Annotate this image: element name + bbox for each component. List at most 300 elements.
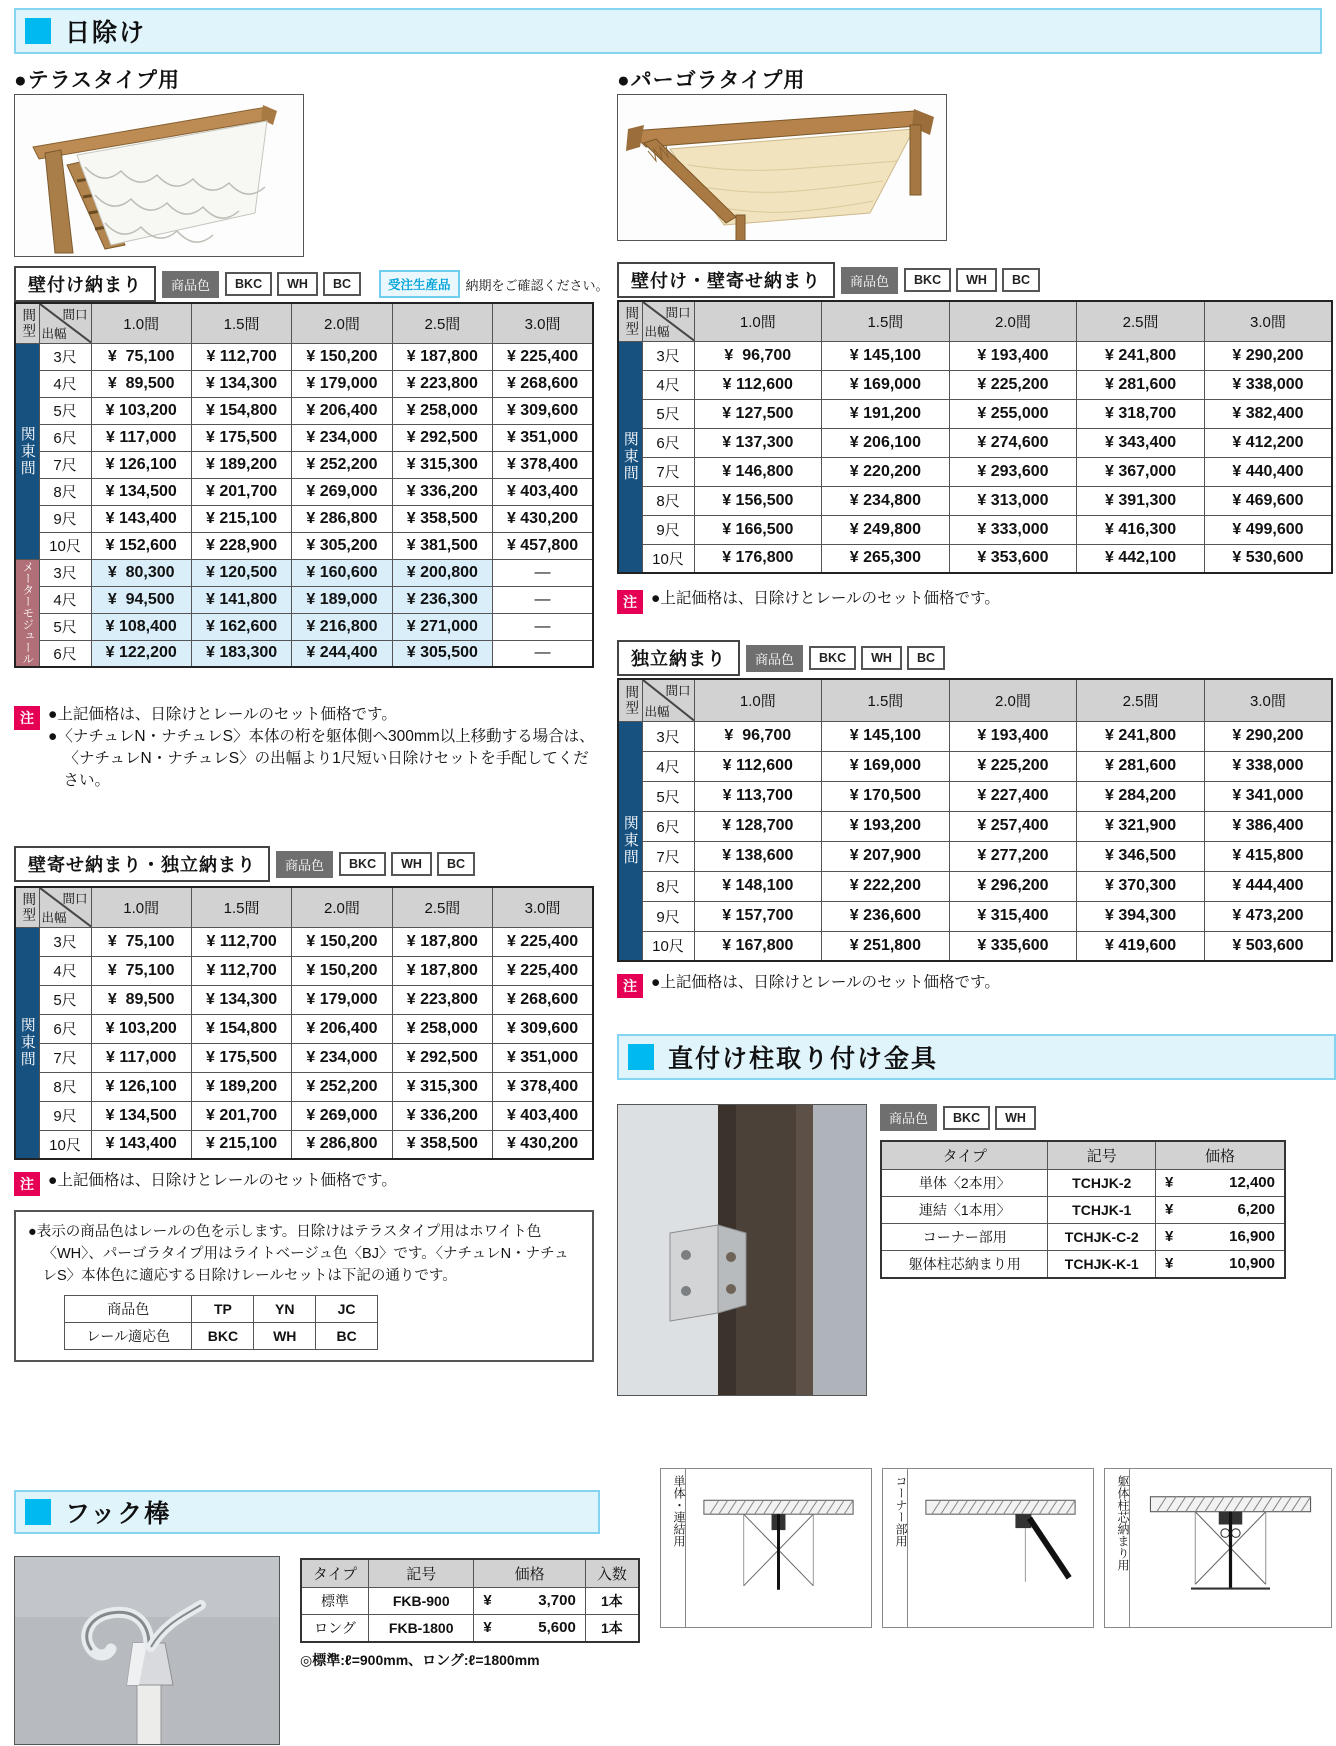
section-marker-icon: [25, 18, 51, 44]
yen-sign: ¥: [1165, 1227, 1174, 1245]
price-cell: ¥ 341,000: [1204, 781, 1332, 811]
table-row: [618, 811, 1332, 841]
header-cell: 記号: [1048, 1141, 1156, 1169]
table-row: [15, 1072, 593, 1101]
corner-cell: [39, 303, 91, 343]
price-cell: ¥ 189,200: [191, 1072, 291, 1101]
depth-cell: 7尺: [642, 841, 694, 871]
color-chip-BKC: BKC: [904, 268, 951, 292]
yen-sign: ¥: [483, 1618, 492, 1636]
price-cell: ¥ 154,800: [191, 397, 291, 424]
price-cell: ¥ 148,100: [694, 871, 822, 901]
section-header-bracket: [617, 1034, 1336, 1080]
table-row: [618, 544, 1332, 573]
price-cell: ¥ 122,200: [91, 640, 191, 667]
price-cell: ¥ 206,400: [292, 1014, 392, 1043]
span-header: 2.0間: [292, 887, 392, 927]
price-cell: ¥ 179,000: [292, 370, 392, 397]
amount: 12,400: [1229, 1173, 1275, 1191]
amount: 3,700: [538, 1591, 576, 1609]
price-cell: ¥ 89,500: [91, 370, 191, 397]
span-header: 1.5間: [822, 301, 950, 341]
table-row: [15, 397, 593, 424]
color-chip-BC: BC: [323, 272, 361, 296]
cell: TCHJK-1: [1048, 1196, 1156, 1223]
price-cell: ¥ 169,000: [822, 751, 950, 781]
price-cell: ¥ 187,800: [392, 343, 492, 370]
price-cell: ¥ 499,600: [1204, 515, 1332, 544]
price-table-holder-kabeyose: [14, 886, 594, 1160]
depth-cell: 6尺: [642, 811, 694, 841]
pergola-illustration: [618, 95, 947, 241]
cell: TP: [192, 1296, 254, 1323]
depth-cell: 3尺: [642, 341, 694, 370]
header-cell: タイプ: [301, 1559, 369, 1587]
price-table-holder-dokuritsu: [617, 678, 1333, 962]
table-row: [881, 1223, 1285, 1250]
note-text: ●〈ナチュレN・ナチュレS〉本体の桁を躯体側へ300mm以上移動する場合は、〈ナチュレN・ナチュレS〉の出幅より1尺短い日除けセットを手配してください。: [48, 728, 595, 789]
price-cell: ¥ 258,000: [392, 1014, 492, 1043]
price-cell: ¥ 225,200: [949, 370, 1077, 399]
price-cell: ¥ 284,200: [1077, 781, 1205, 811]
price-cell: [1156, 1250, 1285, 1278]
span-header: 3.0間: [1204, 679, 1332, 721]
depth-cell: 10尺: [642, 931, 694, 961]
price-cell: ¥ 117,000: [91, 424, 191, 451]
price-cell: ¥ 223,800: [392, 985, 492, 1014]
price-cell: ¥ 403,400: [493, 478, 593, 505]
hook-size-note: ◎標準:ℓ=900mm、ロング:ℓ=1800mm: [300, 1652, 540, 1668]
depth-cell: 9尺: [642, 901, 694, 931]
price-cell: ¥ 138,600: [694, 841, 822, 871]
price-cell: ¥ 216,800: [292, 613, 392, 640]
price-cell: [1156, 1223, 1285, 1250]
note-list: [651, 972, 1000, 994]
price-cell: [474, 1587, 585, 1614]
table-row: [618, 457, 1332, 486]
price-cell: ¥ 268,600: [493, 985, 593, 1014]
span-header: 2.5間: [1077, 301, 1205, 341]
price-cell: ¥ 112,600: [694, 751, 822, 781]
price-cell: ¥ 112,700: [191, 927, 291, 956]
depth-cell: 5尺: [642, 399, 694, 428]
price-cell: ¥ 103,200: [91, 1014, 191, 1043]
price-cell: ¥ 112,700: [191, 956, 291, 985]
price-cell: ¥ 134,500: [91, 478, 191, 505]
depth-cell: 8尺: [642, 871, 694, 901]
price-cell: ¥ 187,800: [392, 927, 492, 956]
note-badge: 注: [617, 590, 643, 614]
table-row: [618, 871, 1332, 901]
price-cell: ¥ 258,000: [392, 397, 492, 424]
price-cell: ¥ 113,700: [694, 781, 822, 811]
price-cell: ¥ 252,200: [292, 451, 392, 478]
depth-cell: 4尺: [642, 751, 694, 781]
price-cell: ¥ 160,600: [292, 559, 392, 586]
price-cell: ¥ 89,500: [91, 985, 191, 1014]
price-cell: ¥ 336,200: [392, 1101, 492, 1130]
hook-illustration: [15, 1557, 280, 1745]
price-cell: ¥ 169,000: [822, 370, 950, 399]
color-badge: 商品色: [746, 645, 803, 672]
price-cell: ¥ 255,000: [949, 399, 1077, 428]
diagram-drawing: [686, 1469, 871, 1627]
depth-cell: 9尺: [642, 515, 694, 544]
price-cell: ¥ 277,200: [949, 841, 1077, 871]
table-row: [15, 532, 593, 559]
price-cell: ¥ 351,000: [493, 424, 593, 451]
table-row: [15, 1101, 593, 1130]
span-header: 3.0間: [493, 887, 593, 927]
cell: 商品色: [65, 1296, 192, 1323]
cell: 標準: [301, 1587, 369, 1614]
price-cell: ¥ 141,800: [191, 586, 291, 613]
color-chip-WH: WH: [277, 272, 318, 296]
price-cell: ¥ 358,500: [392, 505, 492, 532]
price-cell: ¥ 206,100: [822, 428, 950, 457]
depth-cell: 3尺: [39, 559, 91, 586]
color-chip-list: [943, 1106, 1036, 1130]
price-cell: —: [493, 559, 593, 586]
corner-top-label: 間口: [62, 308, 88, 322]
color-chip-BKC: BKC: [809, 646, 856, 670]
span-header: 1.0間: [694, 301, 822, 341]
table-row: [618, 931, 1332, 961]
price-cell: ¥ 381,500: [392, 532, 492, 559]
cell: 躯体柱芯納まり用: [881, 1250, 1048, 1278]
header-row: [881, 1141, 1285, 1169]
price-cell: ¥ 215,100: [191, 505, 291, 532]
price-cell: ¥ 358,500: [392, 1130, 492, 1159]
section-title: フック棒: [65, 1500, 172, 1528]
table-row: [618, 515, 1332, 544]
depth-cell: 4尺: [39, 956, 91, 985]
price-cell: [474, 1614, 585, 1642]
price-cell: ¥ 274,600: [949, 428, 1077, 457]
kabetsuke-notes: [14, 704, 604, 792]
price-cell: ¥ 206,400: [292, 397, 392, 424]
depth-cell: 9尺: [39, 1101, 91, 1130]
depth-cell: 10尺: [39, 532, 91, 559]
price-table-kabetsuke: [14, 302, 594, 668]
price-cell: ¥ 152,600: [91, 532, 191, 559]
table-kabeyose-caption: [14, 846, 604, 882]
price-cell: ¥ 378,400: [493, 451, 593, 478]
cell: FKB-900: [369, 1587, 474, 1614]
price-cell: ¥ 268,600: [493, 370, 593, 397]
price-cell: ¥ 338,000: [1204, 751, 1332, 781]
price-cell: ¥ 292,500: [392, 1043, 492, 1072]
price-table-kabeyose-dokuritsu: [14, 886, 594, 1160]
order-note: 納期をご確認ください。: [465, 277, 609, 293]
cell: YN: [254, 1296, 316, 1323]
table-kabetsuke-caption: [14, 266, 609, 302]
price-cell: ¥ 305,500: [392, 640, 492, 667]
price-cell: ¥ 234,000: [292, 1043, 392, 1072]
bracket-diagrams: [660, 1468, 1332, 1628]
diagram-label: 単体・連結用: [661, 1469, 686, 1627]
header-cell: タイプ: [881, 1141, 1048, 1169]
price-cell: ¥ 236,300: [392, 586, 492, 613]
table-row: [15, 985, 593, 1014]
span-header: 2.5間: [392, 303, 492, 343]
price-cell: ¥ 193,400: [949, 721, 1077, 751]
depth-cell: 6尺: [39, 424, 91, 451]
span-header: 1.0間: [694, 679, 822, 721]
price-cell: ¥ 170,500: [822, 781, 950, 811]
price-table-holder-kabetsuke: [14, 302, 594, 668]
diagram-drawing: [1130, 1469, 1331, 1627]
table-row: [15, 1130, 593, 1159]
price-cell: ¥ 430,200: [493, 505, 593, 532]
color-badge: 商品色: [841, 267, 898, 294]
bracket-table: [880, 1140, 1286, 1279]
price-cell: ¥ 353,600: [949, 544, 1077, 573]
color-chip-BKC: BKC: [943, 1106, 990, 1130]
span-header: 3.0間: [1204, 301, 1332, 341]
cell: 連結〈1本用〉: [881, 1196, 1048, 1223]
header-cell: 入数: [585, 1559, 639, 1587]
price-cell: ¥ 257,400: [949, 811, 1077, 841]
depth-cell: 5尺: [642, 781, 694, 811]
table-row: [15, 343, 593, 370]
span-header: 2.5間: [392, 887, 492, 927]
cell: コーナー部用: [881, 1223, 1048, 1250]
color-chip-BC: BC: [437, 852, 475, 876]
price-cell: ¥ 96,700: [694, 341, 822, 370]
price-cell: ¥ 309,600: [493, 397, 593, 424]
price-cell: ¥ 442,100: [1077, 544, 1205, 573]
price-cell: ¥ 146,800: [694, 457, 822, 486]
price-cell: ¥ 137,300: [694, 428, 822, 457]
rail-color-table-table: [64, 1295, 378, 1350]
price-cell: ¥ 416,300: [1077, 515, 1205, 544]
depth-cell: 5尺: [39, 397, 91, 424]
made-to-order-badge: 受注生産品: [379, 270, 460, 298]
price-cell: ¥ 286,800: [292, 1130, 392, 1159]
price-cell: ¥ 252,200: [292, 1072, 392, 1101]
bracket-table-table: [880, 1140, 1286, 1279]
kabeyose-notes: [14, 1170, 604, 1196]
cell: 1本: [585, 1587, 639, 1614]
color-chip-WH: WH: [391, 852, 432, 876]
price-cell: ¥ 286,800: [292, 505, 392, 532]
price-cell: ¥ 251,800: [822, 931, 950, 961]
cell: BC: [316, 1323, 378, 1350]
price-cell: ¥ 201,700: [191, 478, 291, 505]
depth-cell: 10尺: [39, 1130, 91, 1159]
table-row: [618, 841, 1332, 871]
terrace-illustration: [15, 95, 304, 257]
price-cell: ¥ 223,800: [392, 370, 492, 397]
price-cell: ¥ 201,700: [191, 1101, 291, 1130]
diagram-box: [660, 1468, 872, 1628]
price-cell: ¥ 343,400: [1077, 428, 1205, 457]
depth-cell: 8尺: [39, 478, 91, 505]
price-cell: ¥ 134,300: [191, 985, 291, 1014]
price-cell: ¥ 469,600: [1204, 486, 1332, 515]
depth-cell: 4尺: [39, 586, 91, 613]
price-table-holder-kabetsuke-kabeyose: [617, 300, 1333, 574]
depth-cell: 7尺: [39, 1043, 91, 1072]
depth-cell: 3尺: [642, 721, 694, 751]
group-label: 関東間: [15, 927, 39, 1159]
corner-cell: [642, 679, 694, 721]
amount: 10,900: [1229, 1254, 1275, 1272]
price-cell: ¥ 175,500: [191, 424, 291, 451]
price-cell: ¥ 503,600: [1204, 931, 1332, 961]
price-cell: ¥ 244,400: [292, 640, 392, 667]
price-table-dokuritsu: [617, 678, 1333, 962]
corner-bottom-label: 出幅: [644, 704, 670, 719]
table-row: [15, 586, 593, 613]
color-chip-list: [225, 272, 361, 296]
pergola-product-image: [617, 94, 947, 241]
price-cell: ¥ 430,200: [493, 1130, 593, 1159]
dokuritsu-notes: [617, 972, 1336, 998]
note-badge: 注: [14, 1172, 40, 1196]
diagram-label: コーナー部用: [883, 1469, 908, 1627]
price-cell: ¥ 191,200: [822, 399, 950, 428]
color-chip-list: [339, 852, 475, 876]
note-badge: 注: [14, 706, 40, 730]
price-cell: [1156, 1196, 1285, 1223]
table-row: [15, 640, 593, 667]
price-cell: ¥ 315,300: [392, 1072, 492, 1101]
price-cell: ¥ 335,600: [949, 931, 1077, 961]
price-cell: ¥ 156,500: [694, 486, 822, 515]
price-cell: ¥ 200,800: [392, 559, 492, 586]
price-cell: ¥ 315,300: [392, 451, 492, 478]
color-chip-WH: WH: [861, 646, 902, 670]
price-cell: ¥ 296,200: [949, 871, 1077, 901]
price-cell: ¥ 378,400: [493, 1072, 593, 1101]
depth-cell: 9尺: [39, 505, 91, 532]
span-header: 3.0間: [493, 303, 593, 343]
depth-cell: 4尺: [39, 370, 91, 397]
price-cell: ¥ 305,200: [292, 532, 392, 559]
price-cell: ¥ 167,800: [694, 931, 822, 961]
price-cell: ¥ 457,800: [493, 532, 593, 559]
cell: 単体〈2本用〉: [881, 1169, 1048, 1196]
color-chip-WH: WH: [956, 268, 997, 292]
price-cell: ¥ 394,300: [1077, 901, 1205, 931]
diagram-drawing: [908, 1469, 1093, 1627]
price-cell: ¥ 241,800: [1077, 341, 1205, 370]
price-cell: ¥ 220,200: [822, 457, 950, 486]
price-cell: ¥ 225,200: [949, 751, 1077, 781]
depth-cell: 8尺: [642, 486, 694, 515]
price-cell: ¥ 313,000: [949, 486, 1077, 515]
cell: BKC: [192, 1323, 254, 1350]
terrace-product-image: [14, 94, 304, 257]
table-row: [618, 428, 1332, 457]
depth-cell: 5尺: [39, 985, 91, 1014]
table-row: [15, 1043, 593, 1072]
price-cell: ¥ 143,400: [91, 505, 191, 532]
color-chip-BC: BC: [907, 646, 945, 670]
cell: FKB-1800: [369, 1614, 474, 1642]
price-cell: ¥ 112,700: [191, 343, 291, 370]
cell: レール適応色: [65, 1323, 192, 1350]
price-cell: ¥ 193,200: [822, 811, 950, 841]
table-title: 壁付け納まり: [14, 266, 156, 302]
header-cell: 価格: [1156, 1141, 1285, 1169]
span-header: 1.0間: [91, 303, 191, 343]
note-text: ●上記価格は、日除けとレールのセット価格です。: [651, 974, 1000, 991]
table-row: [618, 370, 1332, 399]
price-cell: ¥ 351,000: [493, 1043, 593, 1072]
table-row: [15, 370, 593, 397]
section-title: 直付け柱取り付け金具: [668, 1045, 939, 1073]
price-cell: ¥ 179,000: [292, 985, 392, 1014]
color-badge: 商品色: [880, 1104, 937, 1131]
corner-top-label: 間口: [665, 306, 691, 320]
price-cell: ¥ 145,100: [822, 721, 950, 751]
span-header: 1.5間: [191, 303, 291, 343]
price-cell: ¥ 318,700: [1077, 399, 1205, 428]
price-cell: ¥ 150,200: [292, 927, 392, 956]
price-cell: —: [493, 586, 593, 613]
price-cell: ¥ 234,800: [822, 486, 950, 515]
price-cell: ¥ 227,400: [949, 781, 1077, 811]
price-cell: ¥ 94,500: [91, 586, 191, 613]
corner-cell: [642, 301, 694, 341]
price-cell: ¥ 134,300: [191, 370, 291, 397]
span-header: 2.0間: [949, 301, 1077, 341]
span-header: 1.0間: [91, 887, 191, 927]
note-text: ●上記価格は、日除けとレールのセット価格です。: [651, 590, 1000, 607]
cell: WH: [254, 1323, 316, 1350]
price-cell: ¥ 175,500: [191, 1043, 291, 1072]
price-cell: ¥ 126,100: [91, 1072, 191, 1101]
bracket-illustration: [618, 1105, 867, 1396]
price-cell: —: [493, 640, 593, 667]
price-cell: [1156, 1169, 1285, 1196]
price-cell: ¥ 108,400: [91, 613, 191, 640]
yen-sign: ¥: [1165, 1173, 1174, 1191]
price-cell: ¥ 249,800: [822, 515, 950, 544]
price-cell: —: [493, 613, 593, 640]
note-badge: 注: [617, 974, 643, 998]
corner-bottom-label: 出幅: [41, 326, 67, 341]
bracket-product-image: [617, 1104, 867, 1396]
price-cell: ¥ 75,100: [91, 956, 191, 985]
price-cell: ¥ 391,300: [1077, 486, 1205, 515]
price-cell: ¥ 333,000: [949, 515, 1077, 544]
price-cell: ¥ 419,600: [1077, 931, 1205, 961]
price-cell: ¥ 530,600: [1204, 544, 1332, 573]
price-cell: ¥ 444,400: [1204, 871, 1332, 901]
price-cell: ¥ 207,900: [822, 841, 950, 871]
hook-table: [300, 1558, 640, 1643]
table-dokuritsu-caption: [617, 640, 1336, 676]
color-note-text: ●表示の商品色はレールの色を示します。日除けはテラスタイプ用はホワイト色〈WH〉、パーゴラタイプ用はライトベージュ色〈BJ〉です。〈ナチュレN・ナチュレS〉本体色に適応する日除けレールセットは下記の通りです。: [28, 1224, 569, 1284]
section-marker-icon: [628, 1044, 654, 1070]
price-cell: ¥ 187,800: [392, 956, 492, 985]
color-chip-list: [904, 268, 1040, 292]
price-cell: ¥ 265,300: [822, 544, 950, 573]
section-marker-icon: [25, 1499, 51, 1525]
depth-cell: 8尺: [39, 1072, 91, 1101]
row-axis-label: 間型: [618, 301, 642, 341]
price-cell: ¥ 241,800: [1077, 721, 1205, 751]
yen-sign: ¥: [1165, 1200, 1174, 1218]
table-row: [301, 1587, 639, 1614]
price-cell: ¥ 143,400: [91, 1130, 191, 1159]
section-header-hiyoke: [14, 8, 1322, 54]
table-row: [618, 901, 1332, 931]
